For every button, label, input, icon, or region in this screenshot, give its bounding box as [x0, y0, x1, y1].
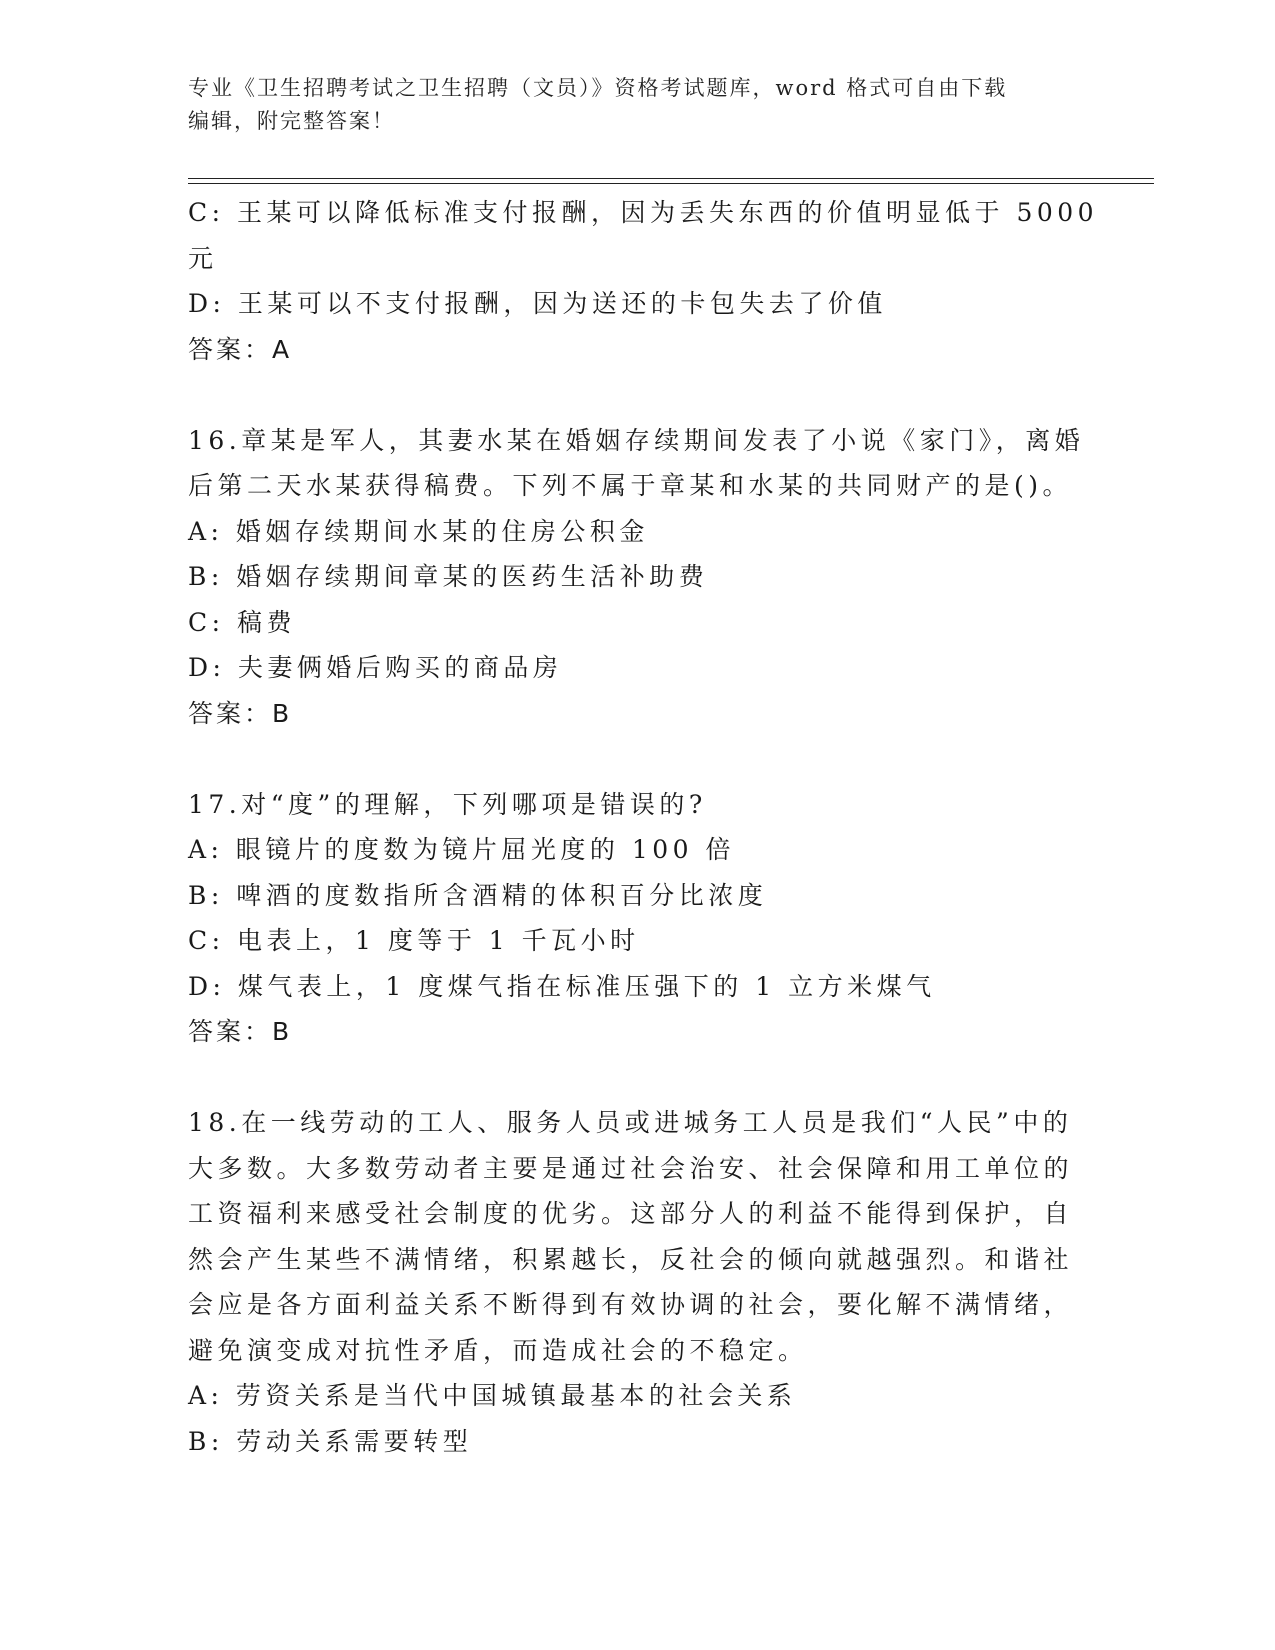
q18-option-a: A: 劳资关系是当代中国城镇最基本的社会关系: [188, 1381, 797, 1410]
spacer: [188, 372, 1088, 418]
question-15-tail: [188, 190, 1099, 372]
q16-option-d: D: 夫妻俩婚后购买的商品房: [188, 653, 563, 682]
q18-stem-line-2: 大多数。大多数劳动者主要是通过社会治安、社会保障和用工单位的: [188, 1153, 1074, 1183]
q18-stem-line-3: 工资福利来感受社会制度的优劣。这部分人的利益不能得到保护，自: [188, 1199, 1074, 1228]
header-rule-bottom: [188, 183, 1154, 184]
q18-stem-line-5: 会应是各方面利益关系不断得到有效协调的社会，要化解不满情绪，: [188, 1290, 1074, 1319]
header-rule-top: [188, 178, 1154, 179]
question-16: [188, 418, 1088, 737]
q15-answer: 答案：A: [188, 334, 293, 364]
q18-option-b: B: 劳动关系需要转型: [188, 1426, 473, 1456]
q18-stem-line-4: 然会产生某些不满情绪，积累越长，反社会的倾向就越强烈。和谐社: [188, 1244, 1074, 1274]
q16-option-b: B: 婚姻存续期间章某的医药生活补助费: [188, 562, 709, 591]
q16-stem-line-2: 后第二天水某获得稿费。下列不属于章某和水某的共同财产的是()。: [188, 471, 1073, 500]
q15-option-c-line-2: 元: [188, 243, 218, 273]
q18-stem-line-6: 避免演变成对抗性矛盾，而造成社会的不稳定。: [188, 1335, 808, 1365]
q18-stem-line-1: 18.在一线劳动的工人、服务人员或进城务工人员是我们“人民”中的: [188, 1108, 1073, 1137]
q15-option-d: D: 王某可以不支付报酬，因为送还的卡包失去了价值: [188, 289, 887, 318]
q16-stem-line-1: 16.章某是军人，其妻水某在婚姻存续期间发表了小说《家门》，离婚: [188, 425, 1085, 455]
q17-option-c: C: 电表上，1 度等于 1 千瓦小时: [188, 926, 640, 955]
q16-option-a: A: 婚姻存续期间水某的住房公积金: [188, 516, 649, 546]
header-line-1: 专业《卫生招聘考试之卫生招聘（文员）》资格考试题库，word 格式可自由下载: [188, 76, 1008, 100]
document-header: [188, 72, 1088, 138]
question-content: [188, 190, 1099, 1464]
spacer: [188, 1055, 1088, 1101]
spacer: [188, 736, 1088, 782]
q17-option-b: B: 啤酒的度数指所含酒精的体积百分比浓度: [188, 880, 768, 910]
q16-answer: 答案：B: [188, 698, 293, 728]
q16-option-c: C: 稿费: [188, 607, 296, 637]
header-line-2: 编辑，附完整答案！: [188, 109, 395, 133]
question-18: [188, 1100, 1088, 1464]
q17-option-d: D: 煤气表上，1 度煤气指在标准压强下的 1 立方米煤气: [188, 971, 936, 1001]
q17-answer: 答案：B: [188, 1017, 293, 1046]
q17-option-a: A: 眼镜片的度数为镜片屈光度的 100 倍: [188, 835, 736, 864]
q15-option-c-line-1: C: 王某可以降低标准支付报酬，因为丢失东西的价值明显低于 5000: [188, 198, 1099, 227]
q17-stem-line-1: 17.对“度”的理解，下列哪项是错误的?: [188, 789, 707, 819]
question-17: [188, 782, 1088, 1055]
